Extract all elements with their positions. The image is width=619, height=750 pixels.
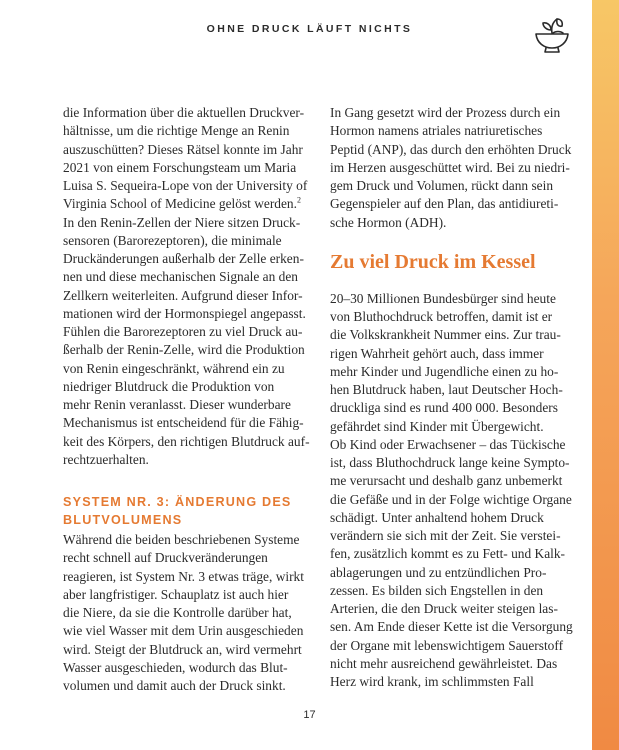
text-line: fen, zusätzlich kommt es zu Fett- und Kalk- <box>330 546 566 562</box>
text-line: schädigt. Unter anhaltend hohem Druck <box>330 509 544 525</box>
text-line: 2021 von einem Forschungsteam um Maria <box>63 159 297 175</box>
text-line: verändern sie sich mit der Zeit. Sie verstei- <box>330 528 561 543</box>
text-line: rigen Wahrheit gehört auch, dass immer <box>330 345 544 361</box>
paragraph-anp-adh <box>330 104 570 232</box>
text-line: mehr Kinder und Jugendliche einen zu ho- <box>330 363 559 379</box>
mortar-bowl-with-leaves-icon <box>532 14 572 54</box>
text-line: Luisa S. Sequeira-Lope von der University of <box>63 178 308 193</box>
paragraph-renin-sensing <box>63 104 308 214</box>
text-line: Herz wird krank, im schlimmsten Fall <box>330 674 534 689</box>
text-line: sche Hormon (ADH). <box>330 214 447 230</box>
text-line: rechtzuerhalten. <box>63 451 149 467</box>
text-line: sen. Am Ende dieser Kette ist die Versorgung <box>330 619 573 635</box>
text-line: hältnisse, um die richtige Menge an Renin <box>63 123 290 139</box>
text-line-content: Virginia School of Medicine gelöst werden. <box>63 196 297 212</box>
page-number: 17 <box>303 709 316 721</box>
text-line: Mechanismus ist entscheidend für die Fähig- <box>63 415 304 431</box>
text-line: me verursacht und deshalb ganz unbemerkt <box>330 473 563 489</box>
section-heading: Zu viel Druck im Kessel <box>330 250 536 273</box>
text-line: Hormon namens atriales natriuretisches <box>330 123 543 139</box>
text-line: ist, dass Bluthochdruck lange keine Sympto- <box>330 455 570 470</box>
text-line: gem Druck und Volumen, rückt dann sein <box>330 178 554 193</box>
text-line: recht schnell auf Druckveränderungen <box>63 550 268 566</box>
text-line: wie viel Wasser mit dem Urin ausgeschieden <box>63 623 304 639</box>
text-line: zessen. Es bilden sich Engstellen in den <box>330 582 544 598</box>
text-line: reagieren, ist System Nr. 3 etwas träge, wirkt <box>63 568 304 584</box>
left-text-column <box>63 104 310 695</box>
text-line: nicht mehr ausreichend gewährleistet. Das <box>330 655 558 671</box>
text-line: mehr Renin veranlasst. Dieser wunderbare <box>63 397 291 412</box>
text-line: Ob Kind oder Erwachsener – das Tückische <box>330 436 566 452</box>
text-line: gefährdet sind Kinder mit Übergewicht. <box>330 418 544 434</box>
text-line: die Niere, da sie die Kontrolle darüber hat, <box>63 605 292 620</box>
text-line: Druckänderungen außerhalb der Zelle erken- <box>63 251 304 266</box>
text-line: druckliga sind es rund 400 000. Besonders <box>330 400 558 416</box>
paragraph-folgen-bluthochdruck <box>330 436 573 692</box>
text-line <box>63 195 303 213</box>
text-line: im Herzen ausgeschüttet wird. Bei zu niedri- <box>330 159 570 175</box>
text-line: von Bluthochdruck betroffen, damit ist er <box>330 309 553 324</box>
right-text-column <box>330 104 573 691</box>
text-line: mationen wird der Hormonspiegel angepasst. <box>63 305 306 321</box>
text-line: keit des Körpers, den richtigen Blutdruck auf- <box>63 433 310 449</box>
text-line: volumen und damit auch der Druck sinkt. <box>63 678 286 693</box>
text-line: nen und diese mechanischen Signale an den <box>63 269 299 285</box>
paragraph-bluthochdruck-statistik <box>330 290 570 436</box>
text-line: die Gefäße und in der Folge wichtige Organe <box>330 491 572 507</box>
text-line: Arterien, die den Druck weiter steigen las- <box>330 601 558 616</box>
text-line: In den Renin-Zellen der Niere sitzen Druck- <box>63 214 301 230</box>
running-head-title: OHNE DRUCK LÄUFT NICHTS <box>206 23 413 35</box>
text-line: In Gang gesetzt wird der Prozess durch ein <box>330 105 561 120</box>
section-subheading: SYSTEM NR. 3: ÄNDERUNG DES BLUTVOLUMENS <box>63 495 292 527</box>
text-line: niedriger Blutdruck die Produktion von <box>63 378 275 394</box>
text-line: 20–30 Millionen Bundesbürger sind heute <box>330 290 556 306</box>
text-line: auszuschütten? Dieses Rätsel konnte im Jahr <box>63 141 303 157</box>
text-line: aber langfristiger. Schauplatz ist auch hier <box>63 586 289 602</box>
text-line: ablagerungen und zu entzündlichen Pro- <box>330 564 547 580</box>
text-line: Fühlen die Barorezeptoren zu viel Druck au- <box>63 324 303 339</box>
text-line: der Organe mit lebenswichtigem Sauerstoff <box>330 637 564 653</box>
text-line: wird. Steigt der Blutdruck an, wird vermehrt <box>63 641 302 657</box>
text-line: Peptid (ANP), das durch den erhöhten Druck <box>330 141 572 157</box>
text-line: von Renin eingeschränkt, während ein zu <box>63 360 285 376</box>
text-line: die Volkskrankheit Nummer eins. Zur trau- <box>330 327 561 343</box>
text-line: sensoren (Barorezeptoren), die minimale <box>63 232 282 248</box>
text-line: Während die beiden beschriebenen Systeme <box>63 532 300 547</box>
footnote-marker: 2 <box>296 195 301 205</box>
paragraph-barorezeptoren <box>63 214 310 470</box>
text-line: Gegenspieler auf den Plan, das antidiureti- <box>330 196 559 212</box>
text-line: Wasser ausgeschieden, wodurch das Blut- <box>63 659 288 675</box>
paragraph-blutvolumen <box>63 531 303 695</box>
text-line: die Information über die aktuellen Druckver- <box>63 105 305 120</box>
text-line: Zellkern weiterleiten. Aufgrund dieser Infor- <box>63 287 303 303</box>
orange-gradient-edge-strip <box>592 0 619 750</box>
text-line: hen Blutdruck haben, laut Deutscher Hoch- <box>330 382 563 397</box>
text-line: ßerhalb der Renin-Zelle, wird die Produktion <box>63 342 305 358</box>
